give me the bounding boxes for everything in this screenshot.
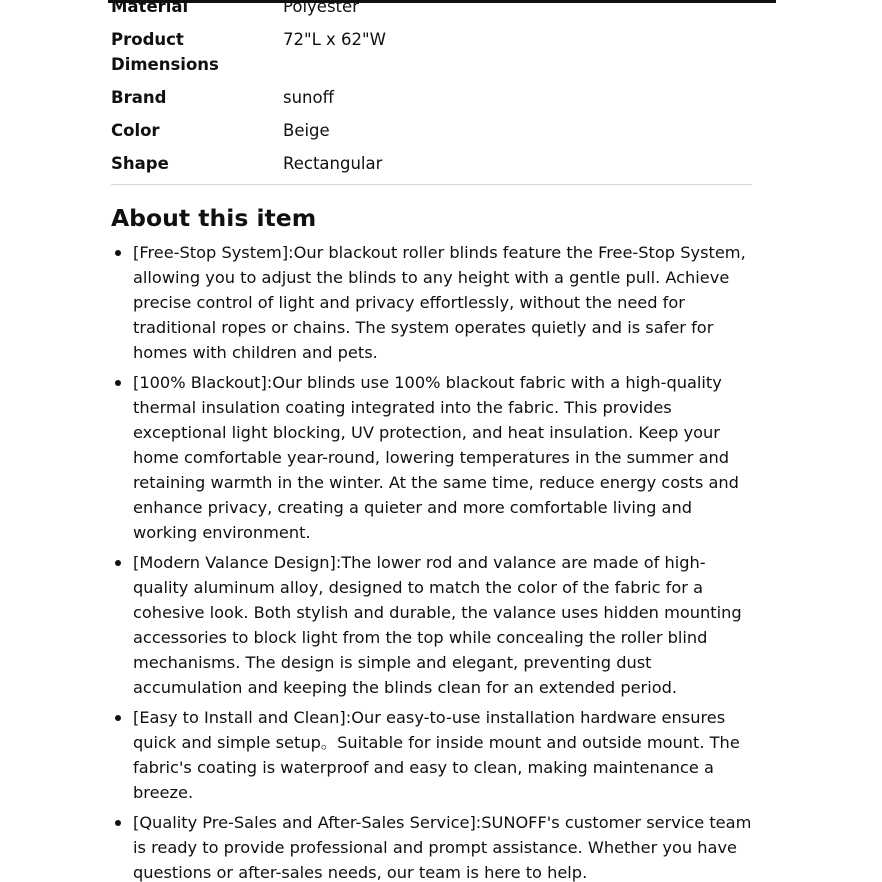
spec-value: Beige bbox=[283, 121, 330, 140]
spec-label: Brand bbox=[111, 88, 167, 107]
spec-row-brand bbox=[111, 85, 752, 110]
feature-bullet bbox=[111, 370, 756, 545]
feature-bullet-text: [Free-Stop System]:Our blackout roller blinds feature the Free-Stop System, allowing you to adjust the blinds to any height with a gentle pull. Achieve precise control of light and privacy effortlessly, without the need for traditional ropes or chains. The system operates quietly and is safer for homes with children and pets. bbox=[133, 243, 746, 362]
spec-value: sunoff bbox=[283, 88, 334, 107]
spec-row-material bbox=[111, 0, 752, 19]
bullet-dot-icon bbox=[115, 820, 121, 826]
spec-row-shape bbox=[111, 151, 752, 176]
bullet-dot-icon bbox=[115, 380, 121, 386]
feature-bullet bbox=[111, 705, 756, 805]
feature-bullet-text: [100% Blackout]:Our blinds use 100% blackout fabric with a high-quality thermal insulation coating integrated into the fabric. This provides exceptional light blocking, UV protection, and heat insulation. Keep your home comfortable year-round, lowering temperatures in the summer and retaining warmth in the winter. At the same time, reduce energy costs and enhance privacy, creating a quieter and more comfortable living and working environment. bbox=[133, 373, 739, 542]
about-title: About this item bbox=[111, 204, 317, 232]
section-divider bbox=[111, 184, 752, 185]
spec-value: Rectangular bbox=[283, 154, 383, 173]
product-specs-table bbox=[111, 0, 752, 176]
spec-label: Color bbox=[111, 121, 160, 140]
spec-value: 72"L x 62"W bbox=[283, 30, 386, 49]
spec-row-color bbox=[111, 118, 752, 143]
feature-bullet-text: [Easy to Install and Clean]:Our easy-to-use installation hardware ensures quick and simple setup。Suitable for inside mount and outside mount. The fabric's coating is waterproof and easy to clean, making maintenance a breeze. bbox=[133, 708, 740, 802]
feature-bullet-list bbox=[111, 240, 756, 882]
spec-label: Shape bbox=[111, 154, 169, 173]
feature-bullet bbox=[111, 810, 756, 882]
spec-row-dimensions bbox=[111, 27, 752, 77]
bullet-dot-icon bbox=[115, 715, 121, 721]
product-details bbox=[111, 0, 756, 882]
feature-bullet bbox=[111, 550, 756, 700]
spec-value: Polyester bbox=[283, 0, 359, 16]
spec-label: Material bbox=[111, 0, 189, 16]
bullet-dot-icon bbox=[115, 560, 121, 566]
feature-bullet-text: [Quality Pre-Sales and After-Sales Service]:SUNOFF's customer service team is ready to provide professional and prompt assistance. Whether you have questions or after-sales needs, our team is here to help. bbox=[133, 813, 752, 882]
feature-bullet-text: [Modern Valance Design]:The lower rod and valance are made of high-quality aluminum alloy, designed to match the color of the fabric for a cohesive look. Both stylish and durable, the valance uses hidden mounting accessories to block light from the top while concealing the roller blind mechanisms. The design is simple and elegant, preventing dust accumulation and keeping the blinds clean for an extended period. bbox=[133, 553, 742, 697]
bullet-dot-icon bbox=[115, 250, 121, 256]
spec-label: Product Dimensions bbox=[111, 30, 219, 74]
feature-bullet bbox=[111, 240, 756, 365]
